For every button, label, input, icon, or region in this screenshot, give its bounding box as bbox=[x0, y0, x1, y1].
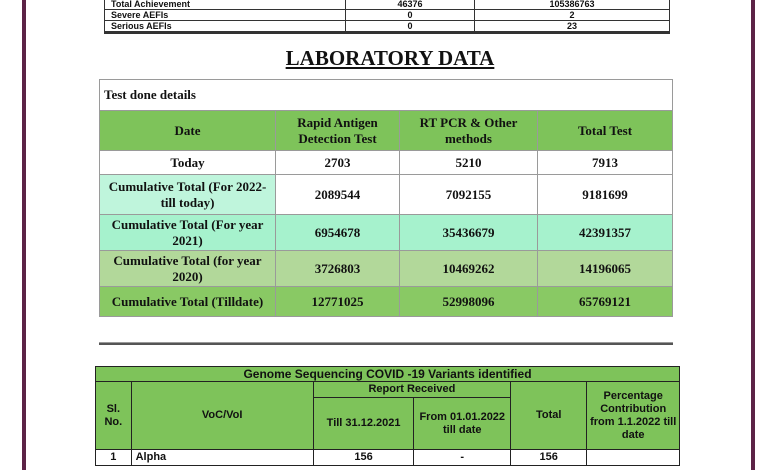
cell-till-2021: 156 bbox=[313, 450, 414, 466]
header-percentage: Percentage Contribution from 1.1.2022 till date bbox=[587, 382, 680, 450]
cell-percentage bbox=[587, 450, 680, 466]
table-row bbox=[100, 175, 673, 215]
table-row bbox=[105, 0, 670, 10]
row-label: Cumulative Total (for year 2020) bbox=[100, 251, 276, 287]
genome-sequencing-table bbox=[95, 366, 680, 466]
header-report-received: Report Received bbox=[313, 382, 510, 398]
cell-rtpcr: 10469262 bbox=[400, 251, 538, 287]
cell-rtpcr: 35436679 bbox=[400, 215, 538, 251]
table-row bbox=[100, 251, 673, 287]
table-row bbox=[100, 215, 673, 251]
row-label: Today bbox=[100, 151, 276, 175]
laboratory-title: LABORATORY DATA bbox=[285, 46, 495, 70]
cell-rapid: 6954678 bbox=[276, 215, 400, 251]
row-value: 46376 bbox=[346, 0, 475, 10]
table-row bbox=[105, 10, 670, 21]
table-title-row bbox=[96, 367, 680, 382]
row-value: 0 bbox=[346, 10, 475, 21]
table-row bbox=[105, 21, 670, 32]
cell-rapid: 12771025 bbox=[276, 287, 400, 317]
vaccination-summary-table bbox=[104, 0, 670, 32]
row-value: 2 bbox=[475, 10, 670, 21]
divider bbox=[99, 343, 673, 345]
cell-from-2022: - bbox=[414, 450, 511, 466]
table-header-row bbox=[100, 111, 673, 151]
divider bbox=[104, 32, 670, 34]
laboratory-table bbox=[99, 79, 673, 343]
table-row bbox=[100, 287, 673, 317]
row-label: Cumulative Total (Tilldate) bbox=[100, 287, 276, 317]
genome-title: Genome Sequencing COVID -19 Variants identified bbox=[96, 367, 680, 382]
table-caption-row bbox=[100, 80, 673, 111]
cell-rtpcr: 5210 bbox=[400, 151, 538, 175]
header-rt-pcr: RT PCR & Other methods bbox=[400, 111, 538, 151]
header-from-2022: From 01.01.2022 till date bbox=[414, 398, 511, 450]
table-caption: Test done details bbox=[100, 80, 673, 111]
header-total-test: Total Test bbox=[538, 111, 673, 151]
row-label: Severe AEFIs bbox=[105, 10, 346, 21]
row-value: 105386763 bbox=[475, 0, 670, 10]
empty-cell bbox=[100, 317, 673, 343]
row-label: Cumulative Total (For year 2021) bbox=[100, 215, 276, 251]
row-label: Serious AEFIs bbox=[105, 21, 346, 32]
cell-rtpcr: 52998096 bbox=[400, 287, 538, 317]
header-total: Total bbox=[511, 382, 587, 450]
cell-total: 14196065 bbox=[538, 251, 673, 287]
header-rapid-antigen: Rapid Antigen Detection Test bbox=[276, 111, 400, 151]
cell-rapid: 2089544 bbox=[276, 175, 400, 215]
table-row bbox=[96, 450, 680, 466]
row-label: Total Achievement bbox=[105, 0, 346, 10]
header-sl-no: Sl. No. bbox=[96, 382, 132, 450]
cell-sl-no: 1 bbox=[96, 450, 132, 466]
cell-total: 9181699 bbox=[538, 175, 673, 215]
row-label: Cumulative Total (For 2022- till today) bbox=[100, 175, 276, 215]
cell-rapid: 3726803 bbox=[276, 251, 400, 287]
row-value: 23 bbox=[475, 21, 670, 32]
header-till-2021: Till 31.12.2021 bbox=[313, 398, 414, 450]
cell-total: 65769121 bbox=[538, 287, 673, 317]
table-empty-row bbox=[100, 317, 673, 343]
cell-total: 42391357 bbox=[538, 215, 673, 251]
header-voc-voi: VoC/VoI bbox=[131, 382, 313, 450]
cell-total: 7913 bbox=[538, 151, 673, 175]
cell-variant: Alpha bbox=[131, 450, 313, 466]
cell-rtpcr: 7092155 bbox=[400, 175, 538, 215]
cell-rapid: 2703 bbox=[276, 151, 400, 175]
row-value: 0 bbox=[346, 21, 475, 32]
table-header-row bbox=[96, 382, 680, 398]
table-row bbox=[100, 151, 673, 175]
cell-total: 156 bbox=[511, 450, 587, 466]
header-date: Date bbox=[100, 111, 276, 151]
